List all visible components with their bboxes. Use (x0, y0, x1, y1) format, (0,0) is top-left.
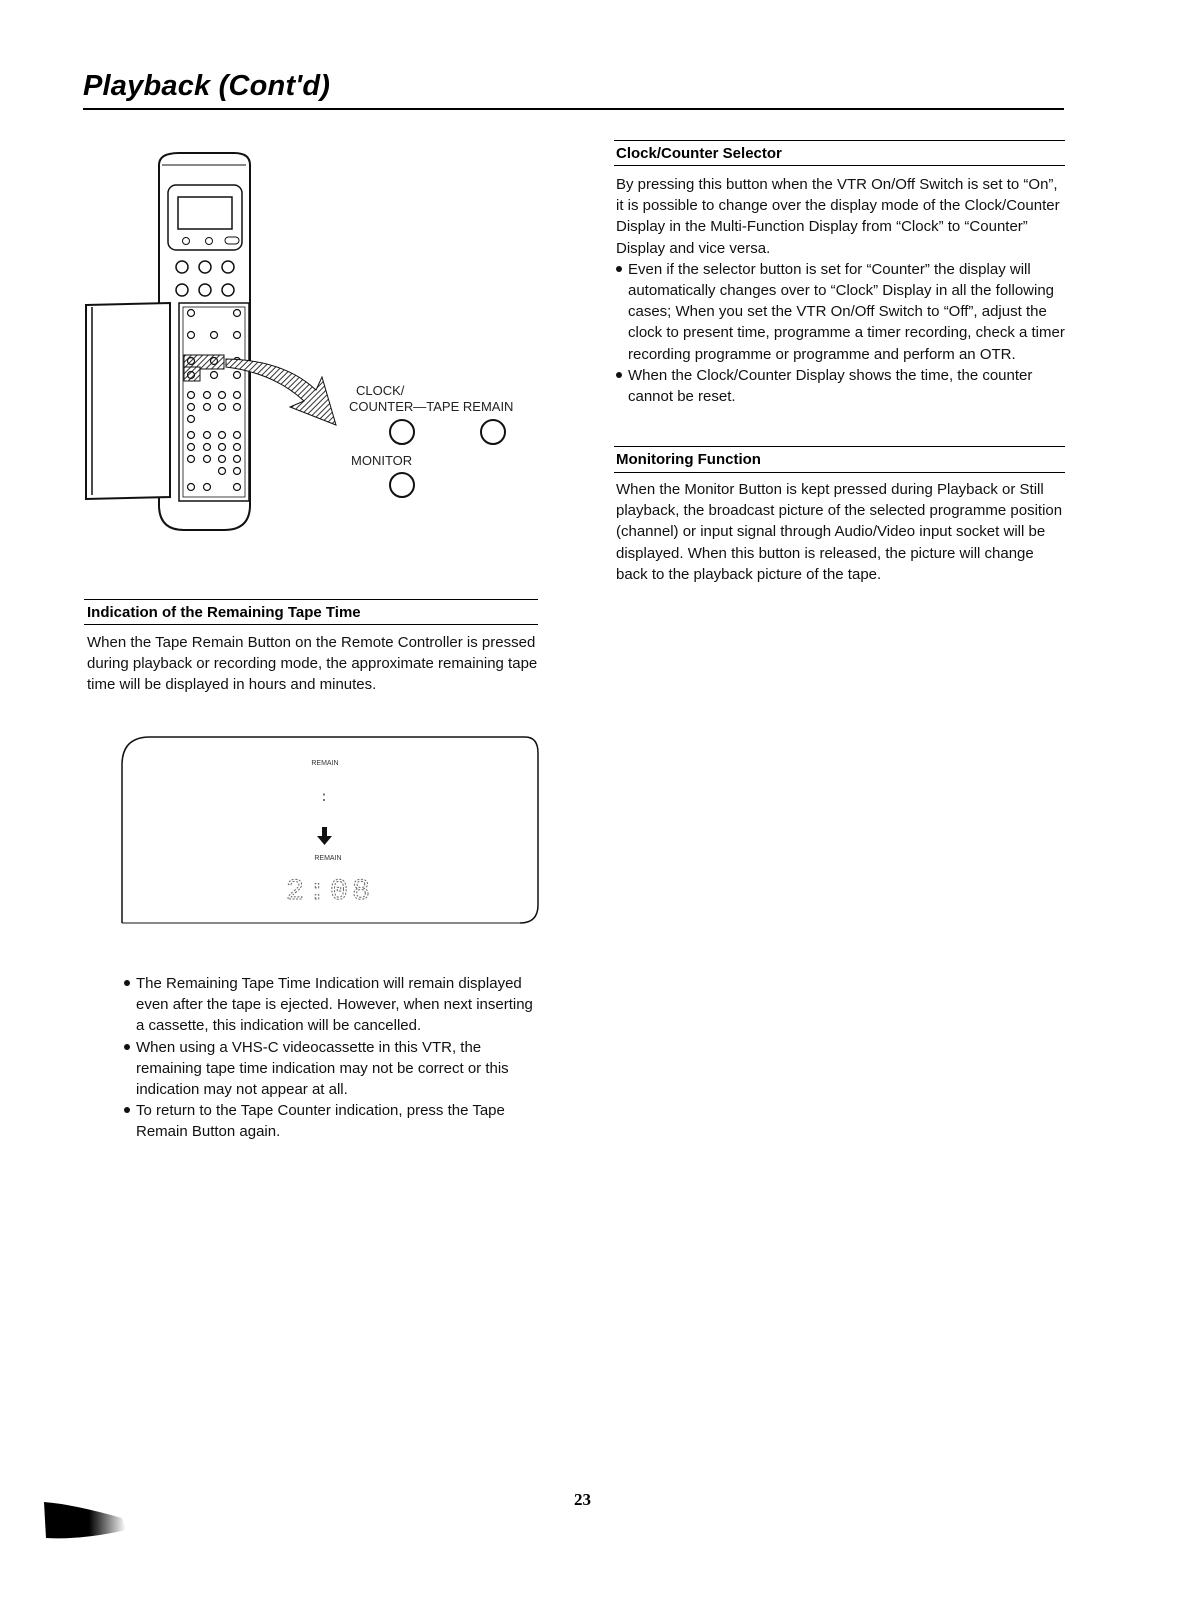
remote-control-illustration (84, 145, 544, 565)
clock-counter-button (390, 420, 414, 444)
remaining-tape-intro: When the Tape Remain Button on the Remote Controller is pressed during playback or recording mode, the approximate remaining tape time will be displayed in hours and minutes. (87, 634, 538, 694)
section-rule (84, 624, 538, 625)
page-title: Playback (Cont'd) (83, 70, 331, 102)
clock-counter-heading: Clock/Counter Selector (616, 145, 782, 162)
section-rule (84, 599, 538, 600)
monitoring-body: When the Monitor Button is kept pressed during Playback or Still playback, the broadcast picture of the selected programme position (channel) or input signal through Audio/Video input socket will be displayed. When this button is released, the picture will change back to the playback picture of the tape. (616, 481, 1063, 583)
counter-tape-remain-label: COUNTER—TAPE REMAIN (349, 399, 514, 414)
remain-label-after: REMAIN (314, 855, 342, 862)
note-item: The Remaining Tape Time Indication will remain displayed even after the tape is ejected. However, when next inserting a cassette, this indication will be cancelled. (124, 973, 544, 1037)
note-item: When using a VHS-C videocassette in this VTR, the remaining tape time indication may not be correct or this indication may not appear at all. (124, 1037, 544, 1101)
remaining-tape-heading: Indication of the Remaining Tape Time (87, 604, 361, 621)
monitor-label: MONITOR (351, 453, 413, 468)
remote-control-diagram (84, 145, 544, 565)
remaining-time-display-illustration (120, 735, 540, 925)
monitor-button (390, 473, 414, 497)
monitoring-heading: Monitoring Function (616, 451, 761, 468)
remain-label-before: REMAIN (311, 760, 339, 767)
clock-counter-body: By pressing this button when the VTR On/Off Switch is set to “On”, it is possible to change over the display mode of the Clock/Counter Display in the Multi-Function Display from “Clock” to “Counter” Display and vice versa. Even if the selector button is set for “Counter” the display will automatically changes over to “Clock” Display in all the following cases; When you set the VTR On/Off Switch to “Off”, adjust the clock to present time, programme a timer recording, check a timer recording programme or programme and perform an OTR. When the Clock/Counter Display shows the time, the counter cannot be reset. (616, 174, 1066, 407)
remaining-tape-notes (124, 973, 544, 1143)
page-number: 23 (574, 1490, 591, 1509)
section-rule (614, 165, 1065, 166)
title-rule (83, 108, 1064, 110)
remain-value-before: : (319, 790, 329, 806)
section-rule (614, 472, 1065, 473)
section-rule (614, 140, 1065, 141)
tape-remain-button (481, 420, 505, 444)
clock-counter-label: CLOCK/ (356, 383, 405, 398)
section-rule (614, 446, 1065, 447)
note-item: To return to the Tape Counter indication, press the Tape Remain Button again. (124, 1100, 544, 1142)
arrow-down-icon (317, 827, 332, 845)
remain-value-after: 2:08 (285, 875, 375, 909)
note-item: Even if the selector button is set for “Counter” the display will automatically changes over to “Clock” Display in all the following cases; When you set the VTR On/Off Switch to “Off”, adjust the clock to present time, programme a timer recording, check a timer recording programme or programme and perform an OTR. (616, 259, 1066, 365)
corner-tab-mark (42, 1500, 132, 1540)
note-item: When the Clock/Counter Display shows the time, the counter cannot be reset. (616, 365, 1066, 407)
